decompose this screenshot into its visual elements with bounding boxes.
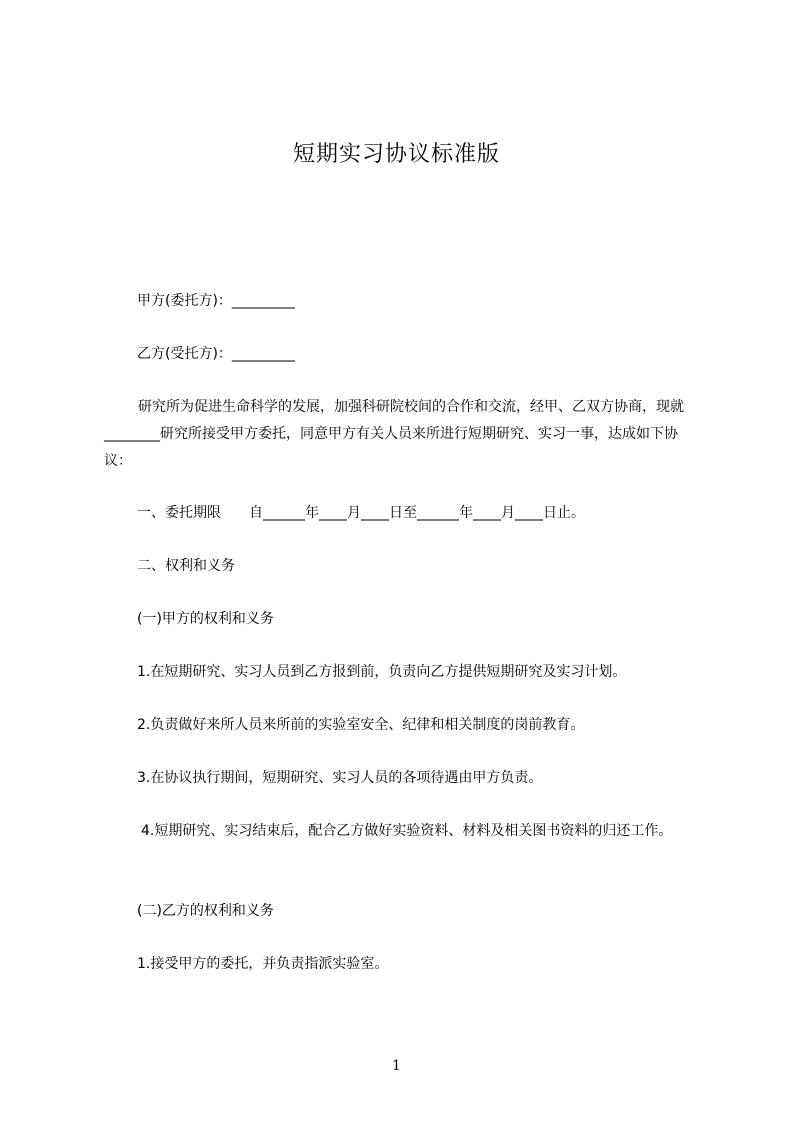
party-a-line: 甲方(委托方)：_________ <box>137 293 295 309</box>
intro-paragraph: 研究所为促进生命科学的发展，加强科研院校间的合作和交流，经甲、乙双方协商，现就________研究所接受甲方委托，同意甲方有关人员来所进行短期研究、实习一事，达成如下协议： <box>104 399 684 469</box>
party-b-line: 乙方(受托方)：_________ <box>137 346 295 362</box>
subsection-b-heading: (二)乙方的权利和义务 <box>137 903 274 919</box>
section-1-term <box>137 503 585 523</box>
b-item-1: 1.接受甲方的委托，并负责指派实验室。 <box>137 956 389 972</box>
a-item-1: 1.在短期研究、实习人员到乙方报到前，负责向乙方提供短期研究及实习计划。 <box>137 664 627 680</box>
section-2-heading: 二、权利和义务 <box>137 558 235 574</box>
page-number: 1 <box>392 1058 401 1074</box>
section-1-period: 自______年____月____日至______年____月____日止。 <box>249 505 585 521</box>
a-item-3: 3.在协议执行期间，短期研究、实习人员的各项待遇由甲方负责。 <box>137 770 543 786</box>
a-item-4: 4.短期研究、实习结束后，配合乙方做好实验资料、材料及相关图书资料的归还工作。 <box>141 823 673 839</box>
document-title: 短期实习协议标准版 <box>292 142 500 167</box>
a-item-2: 2.负责做好来所人员来所前的实验室安全、纪律和相关制度的岗前教育。 <box>137 717 585 733</box>
section-1-label: 一、委托期限 <box>137 505 221 521</box>
subsection-a-heading: (一)甲方的权利和义务 <box>137 611 274 627</box>
